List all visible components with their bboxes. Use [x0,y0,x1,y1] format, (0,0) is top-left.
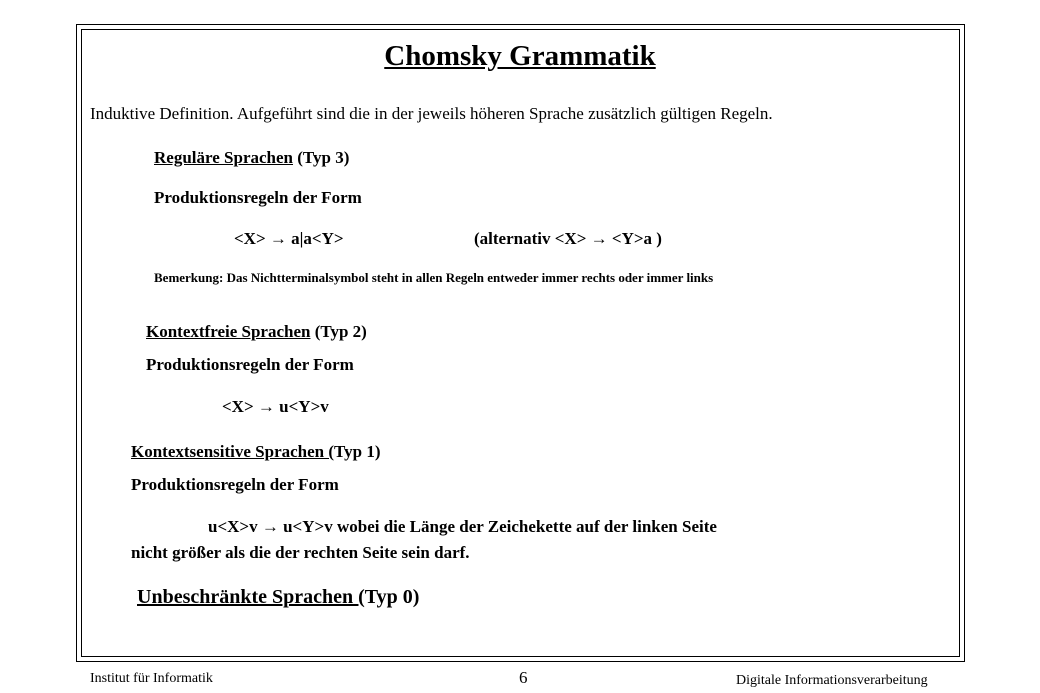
typ3-form: Produktionsregeln der Form [154,188,362,207]
typ3-rule: <X> → a|a<Y> [234,229,344,248]
typ2-heading: Kontextfreie Sprachen [146,322,311,341]
typ3-type: (Typ 3) [293,148,350,167]
typ3-alt-rule: (alternativ <X> → <Y>a ) [474,229,662,248]
typ0-heading-line [137,586,419,609]
typ1-rule-continued: nicht größer als die der rechten Seite sein darf. [131,543,470,562]
typ3-remark: Bemerkung: Das Nichtterminalsymbol steht in allen Regeln entweder immer rechts oder immer links [154,270,714,285]
typ1-form: Produktionsregeln der Form [131,475,339,494]
footer-institute: Institut für Informatik [90,671,213,686]
typ1-type: Typ 1) [334,442,381,461]
typ3-heading: Reguläre Sprachen [154,148,293,167]
typ2-form: Produktionsregeln der Form [146,355,354,374]
typ1-heading-line [131,442,381,462]
typ2-rule: <X> → u<Y>v [222,397,329,416]
typ1-heading: Kontextsensitive Sprachen ( [131,442,335,461]
typ0-type: Typ 0) [364,586,420,608]
typ2-type: (Typ 2) [310,322,367,341]
page-number: 6 [519,668,528,687]
intro-text: Induktive Definition. Aufgeführt sind die in der jeweils höheren Sprache zusätzlich gültigen Regeln. [90,104,773,123]
slide-title: Chomsky Grammatik [384,40,656,72]
typ1-rule: u<X>v → u<Y>v wobei die Länge der Zeichekette auf der linken Seite [208,517,717,536]
typ0-heading: Unbeschränkte Sprachen ( [137,586,365,608]
footer-course: Digitale Informationsverarbeitung [736,673,928,688]
typ2-heading-line [146,322,367,342]
typ3-heading-line [154,148,349,168]
